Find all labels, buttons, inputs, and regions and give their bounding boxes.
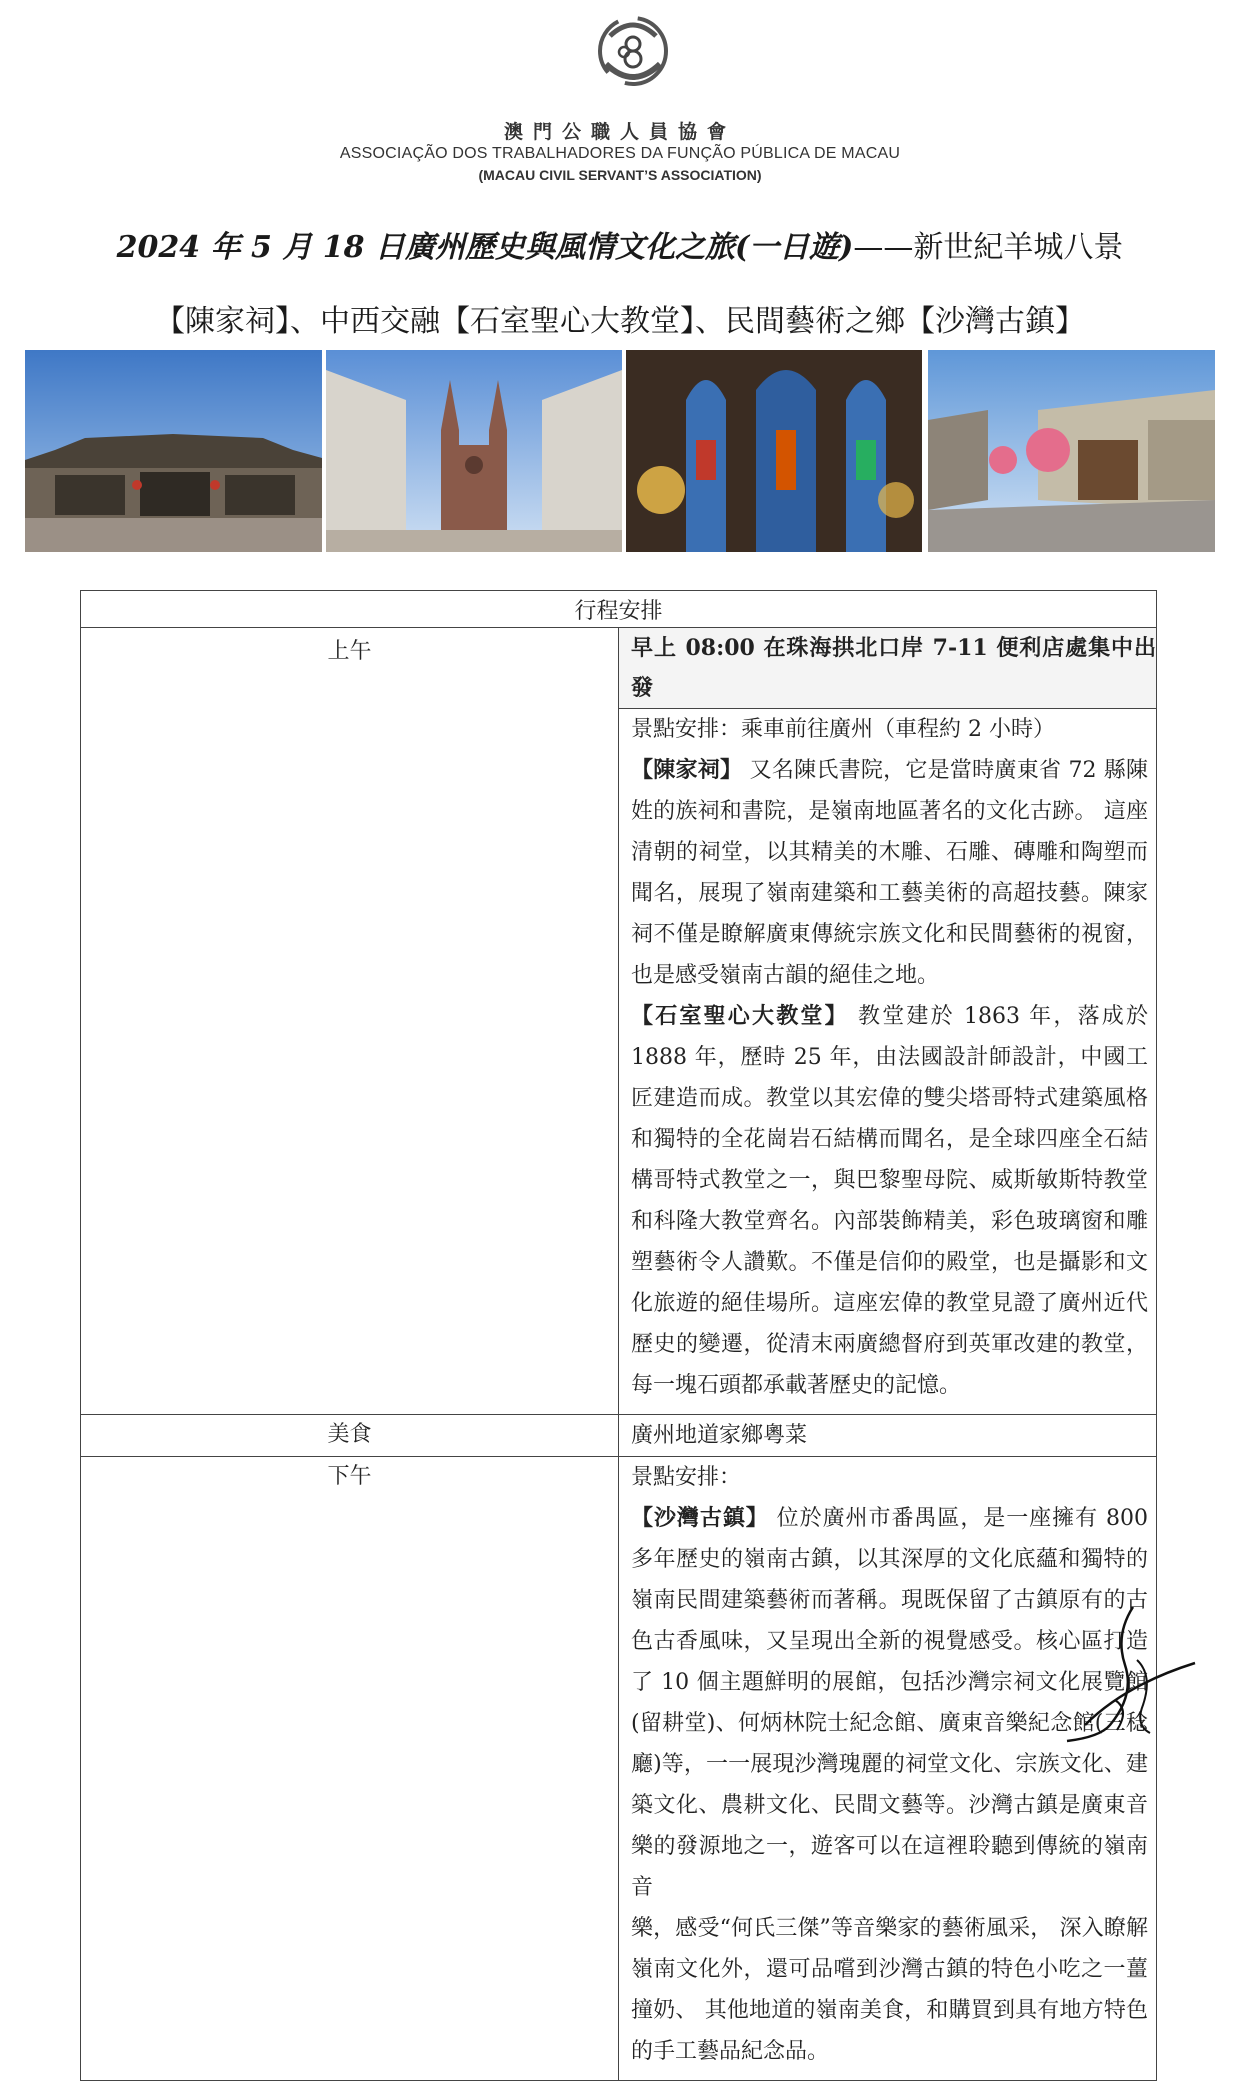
stained-glass-photo: [626, 350, 922, 552]
page-subtitle: 【陳家祠】、中西交融【石室聖心大教堂】、民間藝術之鄉【沙灣古鎮】: [155, 304, 1085, 339]
spot-name: 【石室聖心大教堂】: [631, 1003, 849, 1029]
org-name-portuguese: ASSOCIAÇÃO DOS TRABALHADORES DA FUNÇÃO PÚBLICA DE MACAU: [339, 145, 901, 162]
itinerary-table: [80, 590, 1157, 2081]
org-name-english: (MACAU CIVIL SERVANT’S ASSOCIATION): [478, 167, 762, 183]
ancient-town-street-photo: [928, 350, 1215, 552]
spot-sacred-heart-cathedral: [631, 996, 1148, 1406]
spot-chen-clan-academy: [631, 750, 1148, 996]
photo-strip: [25, 350, 1215, 552]
departure-info: 早上 08:00 在珠海拱北口岸 7-11 便利店處集中出發: [619, 628, 1156, 709]
afternoon-route: 景點安排：: [631, 1465, 742, 1490]
morning-route: 景點安排：乘車前往廣州（車程約 2 小時）: [631, 717, 1055, 742]
food-row: [81, 1415, 1157, 1457]
spot-description: 教堂建於 1863 年，落成於 1888 年，歷時 25 年，由法國設計師設計，中國工匠建造而成。教堂以其宏偉的雙尖塔哥特式建築風格和獨特的全花崗岩石結構而聞名，是全球四座全石結構哥特式教堂之一，與巴黎聖母院、威斯敏斯特教堂和科隆大教堂齊名。內部裝飾精美，彩色玻璃窗和雕塑藝術令人讚歎。不僅是信仰的殿堂，也是攝影和文化旅遊的絕佳場所。這座宏偉的教堂見證了廣州近代歷史的變遷，從清末兩廣總督府到英軍改建的教堂，每一塊石頭都承載著歷史的記憶。: [631, 1004, 1148, 1398]
handwritten-signature: [1055, 1605, 1205, 1745]
itinerary-header: 行程安排: [81, 591, 1157, 628]
spot-name: 【沙灣古鎮】: [631, 1505, 769, 1531]
morning-label: 上午: [81, 628, 619, 1415]
title-date-part: 2024 年 5 月 18 日廣州歷史與風情文化之旅(一日遊): [116, 230, 854, 265]
afternoon-row: [81, 1457, 1157, 2081]
association-logo-icon: [596, 14, 670, 88]
afternoon-label: 下午: [81, 1457, 619, 2081]
afternoon-content: [619, 1457, 1157, 2081]
spot-name: 【陳家祠】: [631, 757, 743, 783]
page-title: [0, 222, 1240, 266]
spot-description: 位於廣州市番禺區，是一座擁有 800 多年歷史的嶺南古鎮，以其深厚的文化底蘊和獨特的嶺南民間建築藝術而著稱。現既保留了古鎮原有的古色古香風味，又呈現出全新的視覺感受。核心區打造了 10 個主題鮮明的展館，包括沙灣宗祠文化展覽館(留耕堂)、何炳林院士紀念館、廣東音樂紀念館(三稔廳)等，一一展現沙灣瑰麗的祠堂文化、宗族文化、建築文化、農耕文化、民間文藝等。沙灣古鎮是廣東音樂的發源地之一，遊客可以在這裡聆聽到傳統的嶺南音: [631, 1506, 1148, 1900]
food-label: 美食: [81, 1415, 619, 1457]
morning-row: [81, 628, 1157, 1415]
morning-content: [619, 628, 1157, 1415]
food-content: 廣州地道家鄉粵菜: [619, 1415, 1157, 1457]
cathedral-exterior-photo: [326, 350, 622, 552]
spot-description: 又名陳氏書院，它是當時廣東省 72 縣陳姓的族祠和書院，是嶺南地區著名的文化古跡。 這座清朝的祠堂，以其精美的木雕、石雕、磚雕和陶塑而聞名，展現了嶺南建築和工藝美術的高超技藝。陳家祠不僅是瞭解廣東傳統宗族文化和民間藝術的視窗，也是感受嶺南古韻的絕佳之地。: [631, 758, 1148, 988]
spot-description-continued: 樂，感受“何氏三傑”等音樂家的藝術風采， 深入瞭解嶺南文化外，還可品嚐到沙灣古鎮的特色小吃之一薑撞奶、 其他地道的嶺南美食，和購買到具有地方特色的手工藝品紀念品。: [631, 1916, 1148, 2064]
ancestral-hall-photo: [25, 350, 322, 552]
org-name-chinese: 澳門公職人員協會: [503, 121, 736, 143]
title-subtitle-part: ——新世紀羊城八景: [853, 230, 1124, 265]
